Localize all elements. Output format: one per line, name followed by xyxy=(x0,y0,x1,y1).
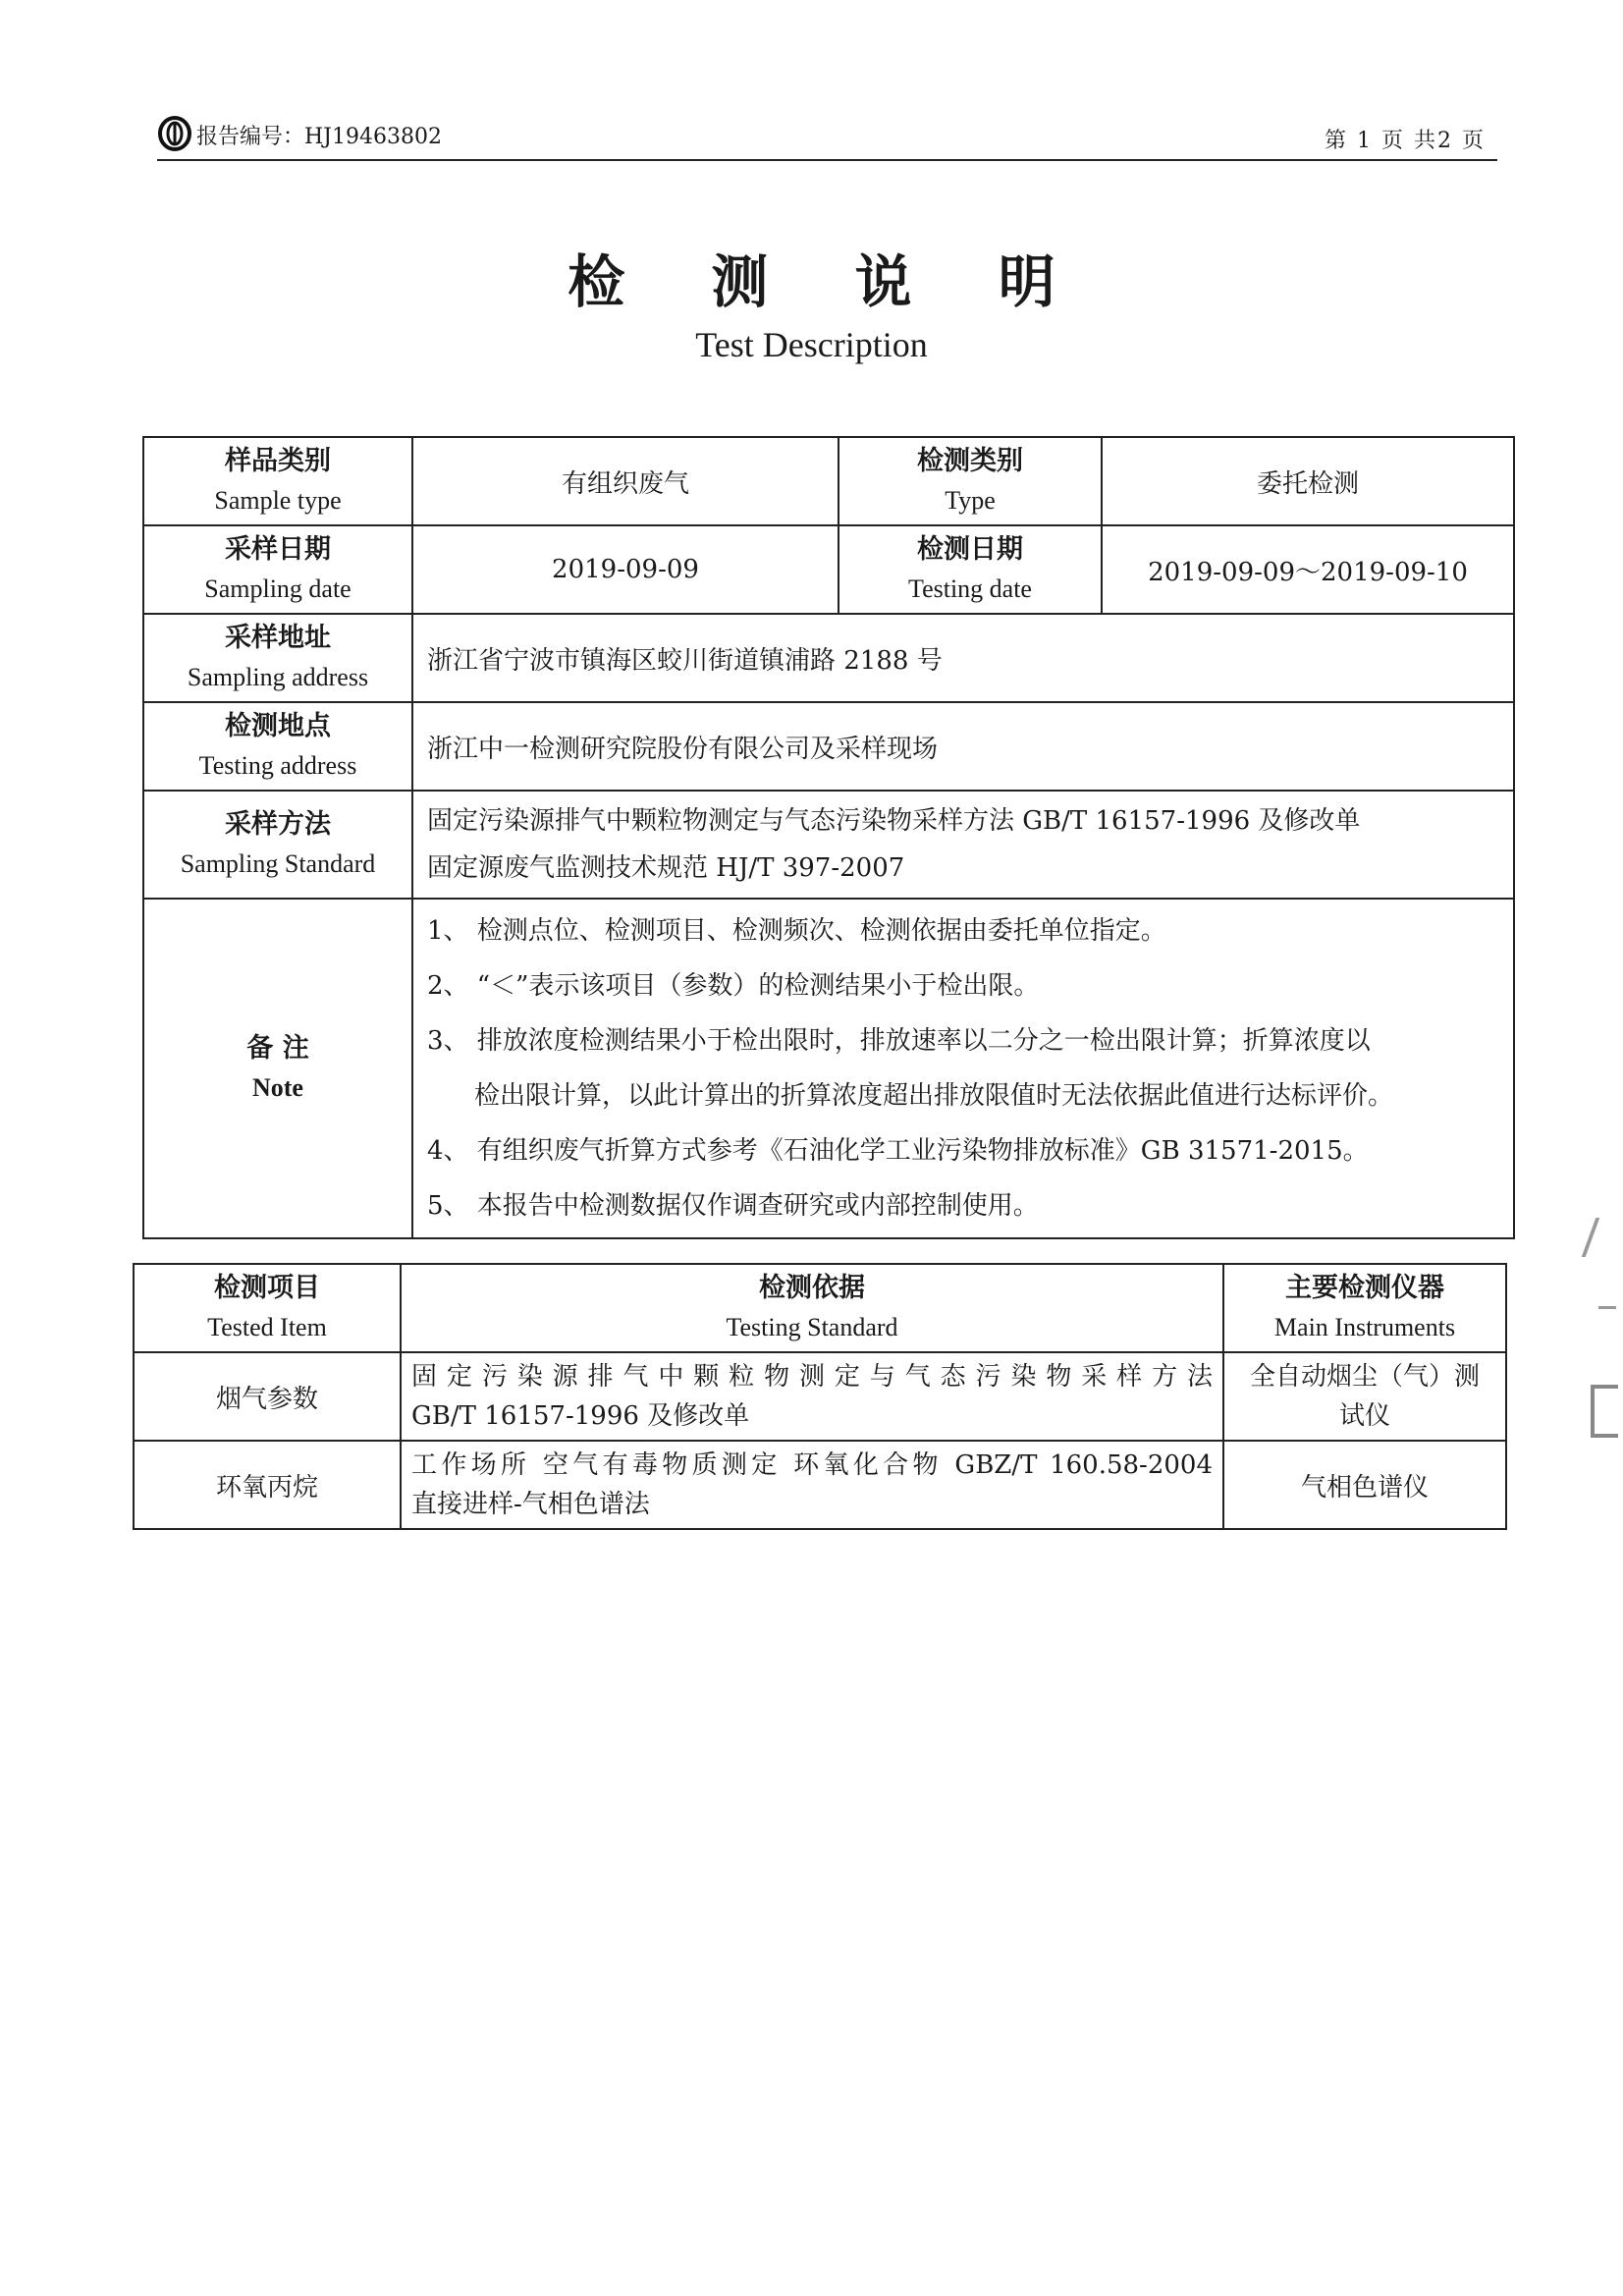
table-row xyxy=(143,525,1514,614)
testing-date-label: 检测日期 Testing date xyxy=(839,525,1102,614)
item-cell: 环氧丙烷 xyxy=(134,1441,401,1529)
standard-line: 固定源废气监测技术规范 HJ/T 397-2007 xyxy=(427,853,905,883)
table-row xyxy=(143,899,1514,1238)
note-content xyxy=(412,899,1514,1238)
type-label: 检测类别 Type xyxy=(839,437,1102,525)
sampling-standard-value xyxy=(412,791,1514,899)
page-indicator: 第 1 页 共2 页 xyxy=(1325,129,1486,153)
sampling-address-value: 浙江省宁波市镇海区蛟川街道镇浦路 2188 号 xyxy=(412,614,1514,702)
standard-cell: 工作场所 空气有毒物质测定 环氧化合物 GBZ/T 160.58-2004 直接进样-气相色谱法 xyxy=(401,1441,1223,1529)
note-label: 备 注 Note xyxy=(143,899,412,1238)
page-title: 检 测 说 明 xyxy=(568,248,1089,315)
testing-address-label: 检测地点 Testing address xyxy=(143,702,412,791)
item-cell: 烟气参数 xyxy=(134,1352,401,1441)
sampling-address-label: 采样地址 Sampling address xyxy=(143,614,412,702)
table-row xyxy=(143,791,1514,899)
note-line: 2、 “＜”表示该项目（参数）的检测结果小于检出限。 xyxy=(427,971,1040,1001)
table-header-row xyxy=(134,1264,1506,1352)
testing-address-value: 浙江中一检测研究院股份有限公司及采样现场 xyxy=(412,702,1514,791)
info-table xyxy=(142,436,1515,1239)
sampling-date-label: 采样日期 Sampling date xyxy=(143,525,412,614)
note-line: 3、 排放浓度检测结果小于检出限时，排放速率以二分之一检出限计算；折算浓度以 xyxy=(427,1026,1371,1056)
sampling-standard-label: 采样方法 Sampling Standard xyxy=(143,791,412,899)
column-header-item: 检测项目 Tested Item xyxy=(134,1264,401,1352)
table-row xyxy=(134,1352,1506,1441)
note-line: 1、 检测点位、检测项目、检测频次、检测依据由委托单位指定。 xyxy=(427,916,1166,946)
standard-line: 固定污染源排气中颗粒物测定与气态污染物采样方法 GB/T 16157-1996 及修改单 xyxy=(427,806,1361,836)
report-header xyxy=(157,110,1497,161)
standard-cell: 固定污染源排气中颗粒物测定与气态污染物采样方法 GB/T 16157-1996 及修改单 xyxy=(401,1352,1223,1441)
scan-mark xyxy=(1591,1385,1618,1438)
table-row xyxy=(134,1441,1506,1529)
report-number: 报告编号：HJ19463802 xyxy=(196,125,442,149)
scan-mark xyxy=(1582,1218,1620,1257)
column-header-standard: 检测依据 Testing Standard xyxy=(401,1264,1223,1352)
scan-mark xyxy=(1598,1306,1616,1309)
testing-date-value: 2019-09-09～2019-09-10 xyxy=(1102,525,1514,614)
sample-type-label: 样品类别 Sample type xyxy=(143,437,412,525)
note-line: 4、 有组织废气折算方式参考《石油化学工业污染物排放标准》GB 31571-2015。 xyxy=(427,1136,1369,1166)
note-line: 5、 本报告中检测数据仅作调查研究或内部控制使用。 xyxy=(427,1191,1039,1221)
sample-type-value: 有组织废气 xyxy=(412,437,839,525)
instrument-cell: 全自动烟尘（气）测 试仪 xyxy=(1223,1352,1506,1441)
table-row xyxy=(143,437,1514,525)
page-subtitle: Test Description xyxy=(695,325,928,364)
table-row xyxy=(143,702,1514,791)
company-logo-icon xyxy=(157,116,192,151)
note-line: 检出限计算，以此计算出的折算浓度超出排放限值时无法依据此值进行达标评价。 xyxy=(474,1081,1394,1111)
sampling-date-value: 2019-09-09 xyxy=(412,525,839,614)
column-header-instrument: 主要检测仪器 Main Instruments xyxy=(1223,1264,1506,1352)
instrument-cell: 气相色谱仪 xyxy=(1223,1441,1506,1529)
items-table xyxy=(133,1263,1507,1530)
type-value: 委托检测 xyxy=(1102,437,1514,525)
table-row xyxy=(143,614,1514,702)
